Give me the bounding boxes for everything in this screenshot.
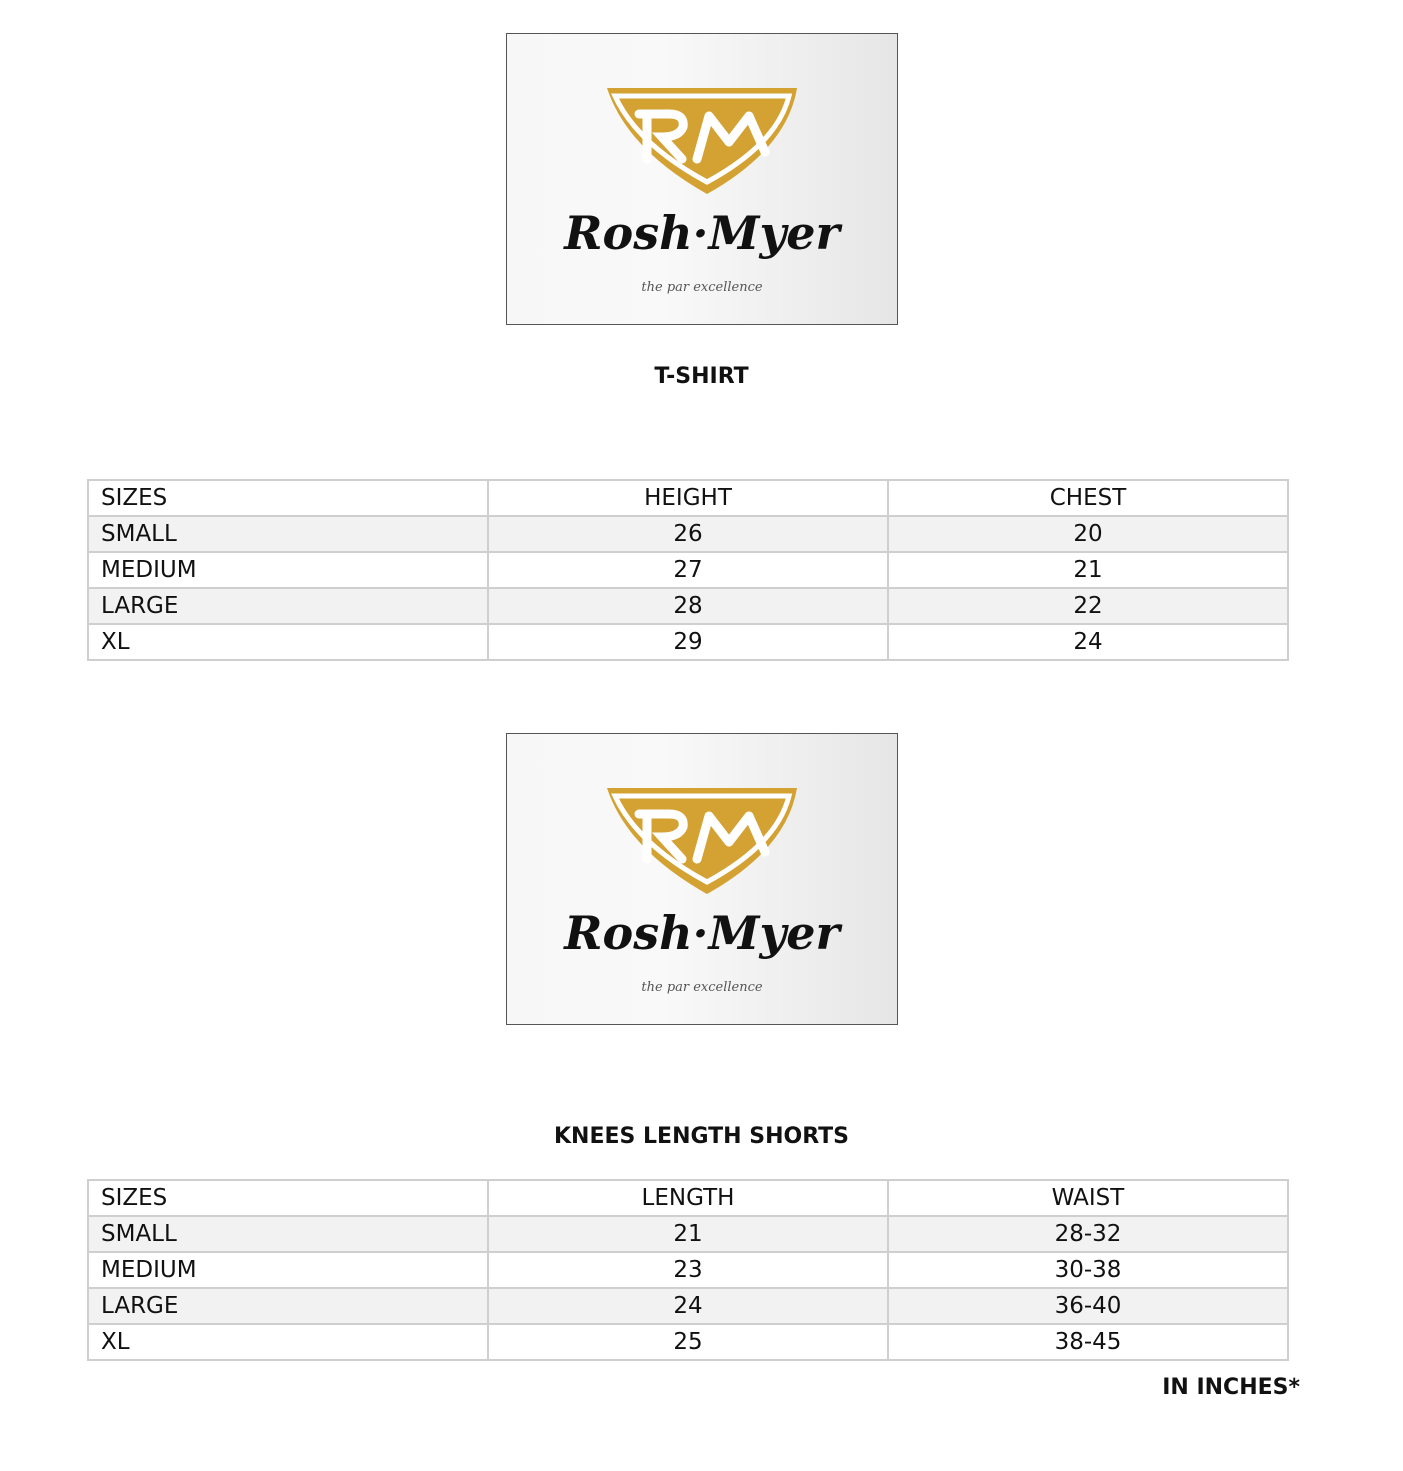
tshirt-section-title: T-SHIRT bbox=[654, 364, 749, 389]
units-footnote: IN INCHES* bbox=[1162, 1375, 1300, 1400]
height-cell: 28 bbox=[488, 588, 888, 624]
table-row bbox=[88, 516, 1288, 552]
size-cell: SMALL bbox=[88, 516, 488, 552]
header-cell-sizes: SIZES bbox=[88, 480, 488, 516]
size-cell: XL bbox=[88, 624, 488, 660]
chest-cell: 20 bbox=[888, 516, 1288, 552]
table-row bbox=[88, 1216, 1288, 1252]
header-cell-sizes: SIZES bbox=[88, 1180, 488, 1216]
tshirt-size-table bbox=[87, 479, 1289, 661]
height-cell: 29 bbox=[488, 624, 888, 660]
chest-cell: 24 bbox=[888, 624, 1288, 660]
length-cell: 25 bbox=[488, 1324, 888, 1360]
size-cell: MEDIUM bbox=[88, 552, 488, 588]
tagline-text: the par excellence bbox=[641, 280, 763, 295]
header-cell-chest: CHEST bbox=[888, 480, 1288, 516]
table-row bbox=[88, 1252, 1288, 1288]
tagline-text: the par excellence bbox=[641, 980, 763, 995]
waist-cell: 30-38 bbox=[888, 1252, 1288, 1288]
wordmark-text: Rosh·Myer bbox=[564, 206, 840, 260]
height-cell: 27 bbox=[488, 552, 888, 588]
header-cell-length: LENGTH bbox=[488, 1180, 888, 1216]
table-row bbox=[88, 1288, 1288, 1324]
length-cell: 23 bbox=[488, 1252, 888, 1288]
table-row bbox=[88, 552, 1288, 588]
rosh-myer-logo-icon bbox=[507, 34, 897, 324]
brand-logo bbox=[506, 33, 898, 325]
size-cell: LARGE bbox=[88, 588, 488, 624]
table-row bbox=[88, 588, 1288, 624]
waist-cell: 28-32 bbox=[888, 1216, 1288, 1252]
size-cell: SMALL bbox=[88, 1216, 488, 1252]
shorts-section-title: KNEES LENGTH SHORTS bbox=[554, 1124, 849, 1149]
waist-cell: 36-40 bbox=[888, 1288, 1288, 1324]
table-row bbox=[88, 624, 1288, 660]
header-cell-waist: WAIST bbox=[888, 1180, 1288, 1216]
brand-logo bbox=[506, 733, 898, 1025]
length-cell: 24 bbox=[488, 1288, 888, 1324]
length-cell: 21 bbox=[488, 1216, 888, 1252]
table-header-row bbox=[88, 480, 1288, 516]
table-row bbox=[88, 1324, 1288, 1360]
size-cell: LARGE bbox=[88, 1288, 488, 1324]
size-cell: MEDIUM bbox=[88, 1252, 488, 1288]
size-cell: XL bbox=[88, 1324, 488, 1360]
chest-cell: 21 bbox=[888, 552, 1288, 588]
height-cell: 26 bbox=[488, 516, 888, 552]
chest-cell: 22 bbox=[888, 588, 1288, 624]
rosh-myer-logo-icon bbox=[507, 734, 897, 1024]
shorts-size-table bbox=[87, 1179, 1289, 1361]
table-header-row bbox=[88, 1180, 1288, 1216]
header-cell-height: HEIGHT bbox=[488, 480, 888, 516]
waist-cell: 38-45 bbox=[888, 1324, 1288, 1360]
wordmark-text: Rosh·Myer bbox=[564, 906, 840, 960]
